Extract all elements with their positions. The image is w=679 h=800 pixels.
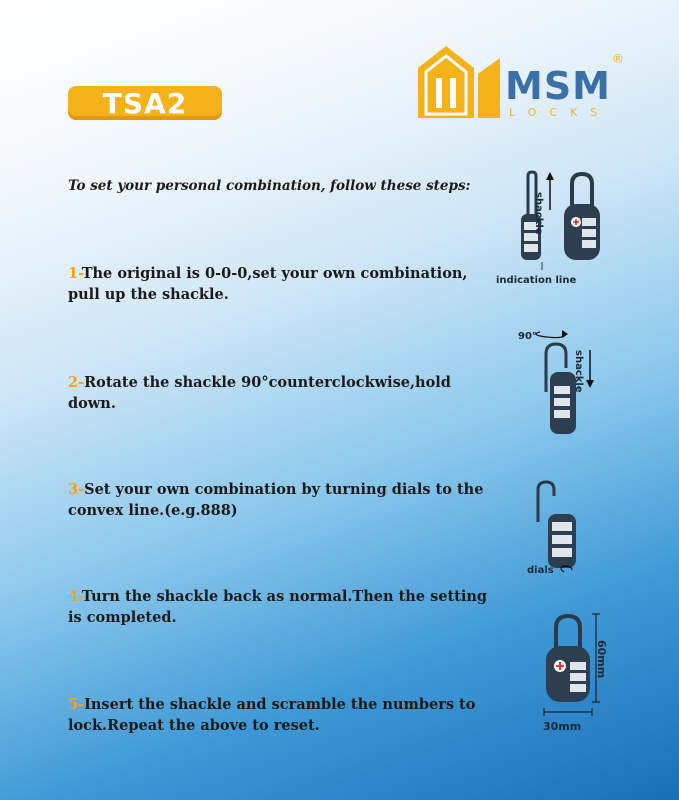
step-2-text: Rotate the shackle 90°counterclockwise,hold down. (68, 374, 451, 412)
step-5-number: 5- (68, 696, 85, 713)
step-1 (68, 263, 498, 305)
indication-line-label: indication line (496, 275, 577, 286)
step-3-text: Set your own combination by turning dials to the convex line.(e.g.888) (68, 481, 484, 519)
height-dimension-label: 60mm (595, 640, 608, 679)
step-2-number: 2- (68, 374, 85, 391)
registered-mark: ® (612, 52, 624, 66)
step-1-text: The original is 0-0-0,set your own combination, pull up the shackle. (68, 265, 468, 303)
step-5 (68, 694, 498, 736)
shackle-label: shackle (533, 192, 544, 235)
step-4-number: 4- (68, 588, 82, 605)
brand-name: MSM (505, 64, 611, 108)
step-3 (68, 479, 498, 521)
lock-figure-1-icon (514, 170, 594, 270)
step-4-text: Turn the shackle back as normal.Then the setting is completed. (68, 588, 488, 626)
lock-figure-2-icon (518, 328, 598, 438)
step-5-text: Insert the shackle and scramble the numbers to lock.Repeat the above to reset. (68, 696, 476, 734)
step-4 (68, 586, 498, 628)
brand-subtitle: LOCKS (509, 106, 611, 119)
instructions-intro: To set your personal combination, follow these steps: (68, 178, 471, 194)
model-badge: TSA2 (68, 86, 222, 120)
rotation-label: 90° (518, 331, 537, 342)
dials-label: dials (527, 565, 554, 576)
step-3-number: 3- (68, 481, 85, 498)
step-2 (68, 372, 498, 414)
step-1-number: 1- (68, 265, 82, 282)
lock-figure-3-icon (524, 478, 584, 578)
shackle-label-2: shackle (573, 350, 584, 393)
width-dimension-label: 30mm (543, 720, 582, 733)
